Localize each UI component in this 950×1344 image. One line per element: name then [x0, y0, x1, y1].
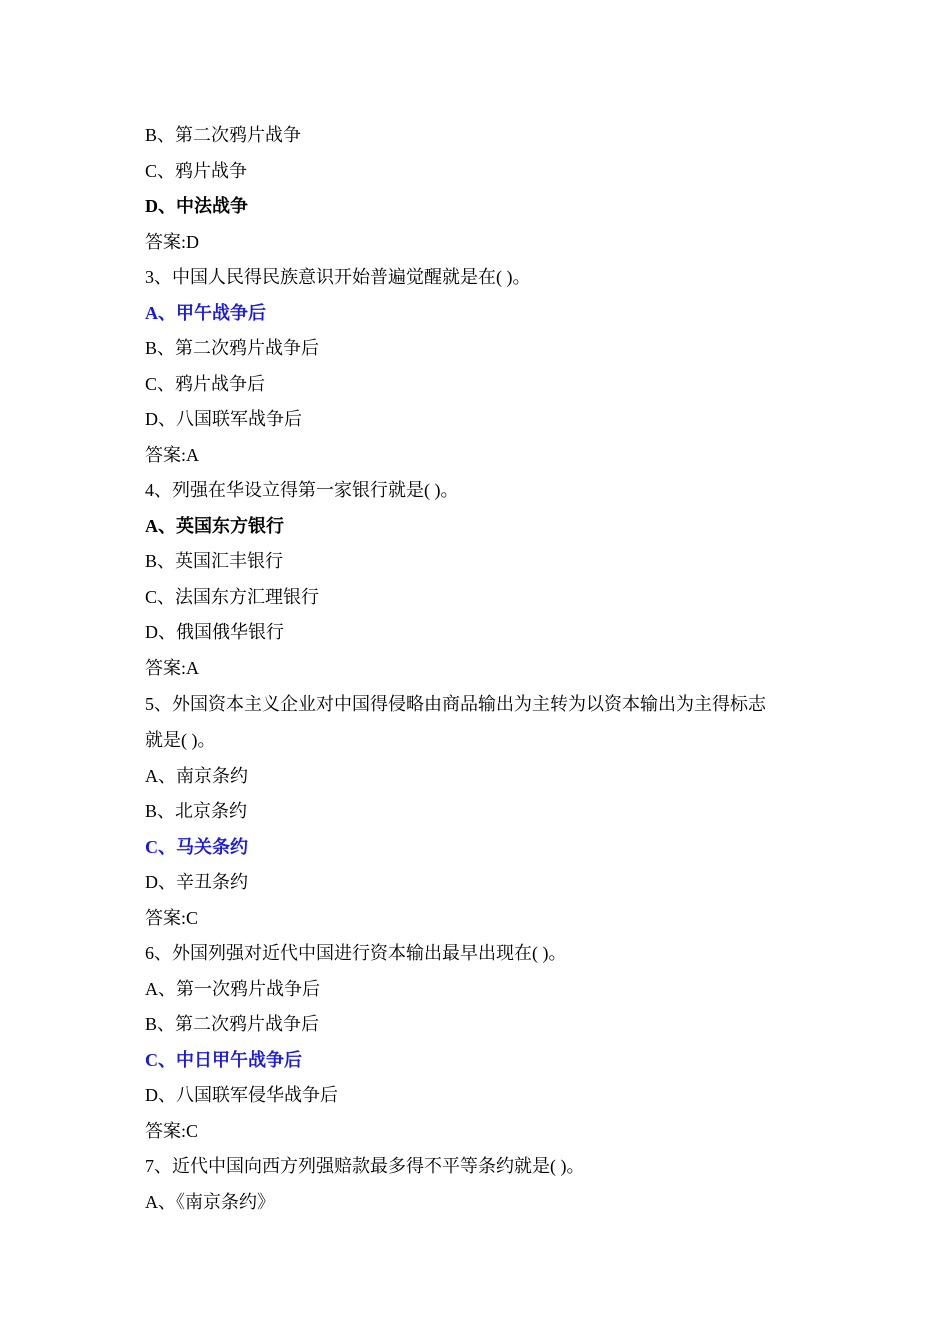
correct-option-line: C、马关条约 — [145, 836, 248, 857]
option-line: C、法国东方汇理银行 — [145, 586, 320, 607]
option-line: C、鸦片战争 — [145, 160, 248, 181]
answer-line: 答案:D — [145, 231, 199, 252]
option-line: A、《南京条约》 — [145, 1191, 275, 1212]
correct-option-line: A、甲午战争后 — [145, 302, 266, 323]
option-line: D、俄国俄华银行 — [145, 622, 284, 642]
answer-line: 答案:C — [145, 907, 199, 928]
answer-line: 答案:A — [145, 657, 199, 678]
correct-option-line: D、中法战争 — [145, 196, 248, 216]
option-line: B、英国汇丰银行 — [145, 551, 284, 571]
option-line: A、第一次鸦片战争后 — [145, 978, 320, 999]
option-line: B、第二次鸦片战争后 — [145, 338, 320, 358]
option-line: D、八国联军侵华战争后 — [145, 1085, 338, 1105]
question-line: 5、外国资本主义企业对中国得侵略由商品输出为主转为以资本输出为主得标志 — [145, 694, 766, 714]
question-line: 6、外国列强对近代中国进行资本输出最早出现在( )。 — [145, 943, 567, 963]
correct-option-line: C、中日甲午战争后 — [145, 1049, 302, 1070]
option-line: C、鸦片战争后 — [145, 373, 266, 394]
document-body — [145, 118, 815, 1220]
question-line: 3、中国人民得民族意识开始普遍觉醒就是在( )。 — [145, 267, 531, 287]
option-line: D、八国联军战争后 — [145, 409, 302, 429]
question-line: 4、列强在华设立得第一家银行就是( )。 — [145, 480, 459, 500]
option-line: A、南京条约 — [145, 765, 248, 786]
question-line: 7、近代中国向西方列强赔款最多得不平等条约就是( )。 — [145, 1156, 585, 1176]
answer-line: 答案:C — [145, 1120, 199, 1141]
answer-line: 答案:A — [145, 444, 199, 465]
option-line: D、辛丑条约 — [145, 872, 248, 892]
option-line: B、第二次鸦片战争后 — [145, 1014, 320, 1034]
question-continuation-line: 就是( )。 — [145, 730, 216, 750]
option-line: B、北京条约 — [145, 801, 248, 821]
option-line: B、第二次鸦片战争 — [145, 125, 302, 145]
correct-option-line: A、英国东方银行 — [145, 515, 284, 536]
